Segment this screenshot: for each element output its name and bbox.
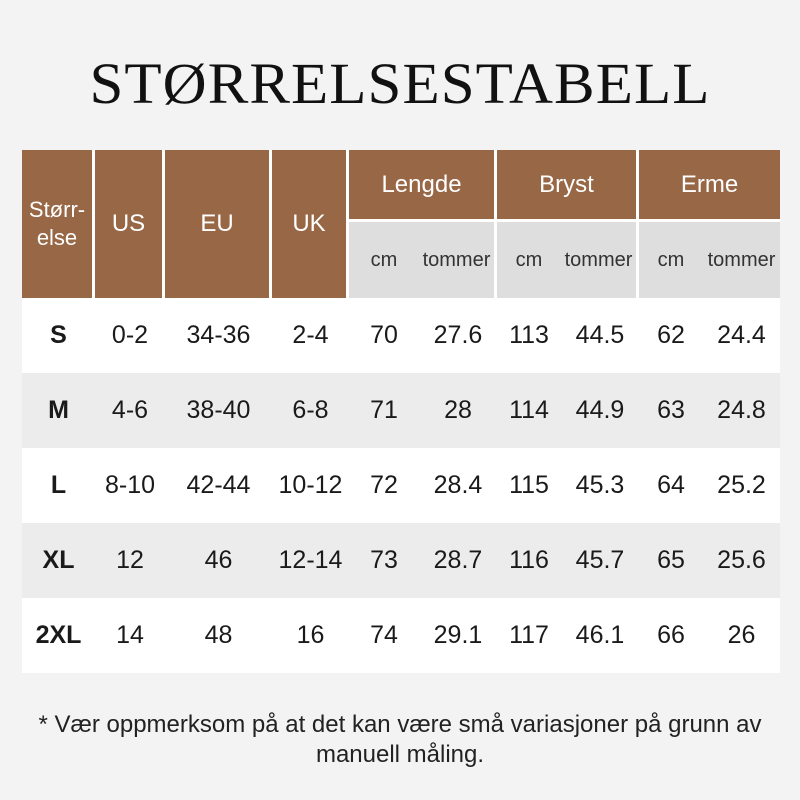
cell-uk: 2-4 — [272, 298, 349, 373]
cell-sleeve-inches: 24.4 — [703, 298, 780, 373]
subheader-sleeve-cm: cm — [639, 222, 703, 298]
header-size — [22, 150, 95, 298]
subheader-chest-inches: tommer — [561, 222, 639, 298]
cell-length-cm: 72 — [349, 448, 419, 523]
cell-size: S — [22, 298, 95, 373]
cell-length-cm: 71 — [349, 373, 419, 448]
cell-length-cm: 73 — [349, 523, 419, 598]
cell-sleeve-inches: 26 — [703, 598, 780, 673]
table-row — [22, 448, 780, 523]
cell-size: M — [22, 373, 95, 448]
cell-sleeve-cm: 65 — [639, 523, 703, 598]
header-us: US — [95, 150, 165, 298]
cell-eu: 42-44 — [165, 448, 272, 523]
cell-length-inches: 28.4 — [419, 448, 497, 523]
cell-length-cm: 74 — [349, 598, 419, 673]
cell-us: 12 — [95, 523, 165, 598]
cell-sleeve-cm: 66 — [639, 598, 703, 673]
cell-eu: 34-36 — [165, 298, 272, 373]
cell-chest-cm: 115 — [497, 448, 561, 523]
subheader-chest-cm: cm — [497, 222, 561, 298]
size-chart-table — [22, 150, 780, 673]
cell-us: 14 — [95, 598, 165, 673]
cell-uk: 16 — [272, 598, 349, 673]
cell-sleeve-inches: 24.8 — [703, 373, 780, 448]
cell-chest-inches: 44.9 — [561, 373, 639, 448]
subheader-length-cm: cm — [349, 222, 419, 298]
header-length: Lengde — [349, 150, 497, 222]
header-chest: Bryst — [497, 150, 639, 222]
cell-chest-cm: 114 — [497, 373, 561, 448]
cell-chest-cm: 116 — [497, 523, 561, 598]
cell-us: 8-10 — [95, 448, 165, 523]
cell-length-inches: 29.1 — [419, 598, 497, 673]
header-size-label: Størr-else — [28, 197, 86, 250]
cell-eu: 46 — [165, 523, 272, 598]
cell-chest-inches: 44.5 — [561, 298, 639, 373]
cell-length-cm: 70 — [349, 298, 419, 373]
cell-size: 2XL — [22, 598, 95, 673]
cell-uk: 6-8 — [272, 373, 349, 448]
cell-uk: 12-14 — [272, 523, 349, 598]
table-row — [22, 373, 780, 448]
cell-sleeve-cm: 63 — [639, 373, 703, 448]
cell-length-inches: 28 — [419, 373, 497, 448]
measurement-note: * Vær oppmerksom på at det kan være små variasjoner på grunn av manuell måling. — [38, 711, 762, 768]
header-uk: UK — [272, 150, 349, 298]
cell-size: XL — [22, 523, 95, 598]
cell-length-inches: 28.7 — [419, 523, 497, 598]
cell-size: L — [22, 448, 95, 523]
cell-sleeve-inches: 25.6 — [703, 523, 780, 598]
table-row — [22, 523, 780, 598]
cell-us: 0-2 — [95, 298, 165, 373]
cell-sleeve-cm: 62 — [639, 298, 703, 373]
cell-eu: 38-40 — [165, 373, 272, 448]
cell-chest-inches: 46.1 — [561, 598, 639, 673]
page-title: STØRRELSESTABELL — [89, 51, 711, 116]
header-eu: EU — [165, 150, 272, 298]
cell-us: 4-6 — [95, 373, 165, 448]
table-row — [22, 598, 780, 673]
table-row — [22, 298, 780, 373]
cell-length-inches: 27.6 — [419, 298, 497, 373]
cell-sleeve-inches: 25.2 — [703, 448, 780, 523]
cell-chest-inches: 45.3 — [561, 448, 639, 523]
subheader-sleeve-inches: tommer — [703, 222, 780, 298]
cell-sleeve-cm: 64 — [639, 448, 703, 523]
cell-chest-inches: 45.7 — [561, 523, 639, 598]
subheader-length-inches: tommer — [419, 222, 497, 298]
cell-uk: 10-12 — [272, 448, 349, 523]
header-sleeve: Erme — [639, 150, 780, 222]
cell-eu: 48 — [165, 598, 272, 673]
cell-chest-cm: 117 — [497, 598, 561, 673]
cell-chest-cm: 113 — [497, 298, 561, 373]
